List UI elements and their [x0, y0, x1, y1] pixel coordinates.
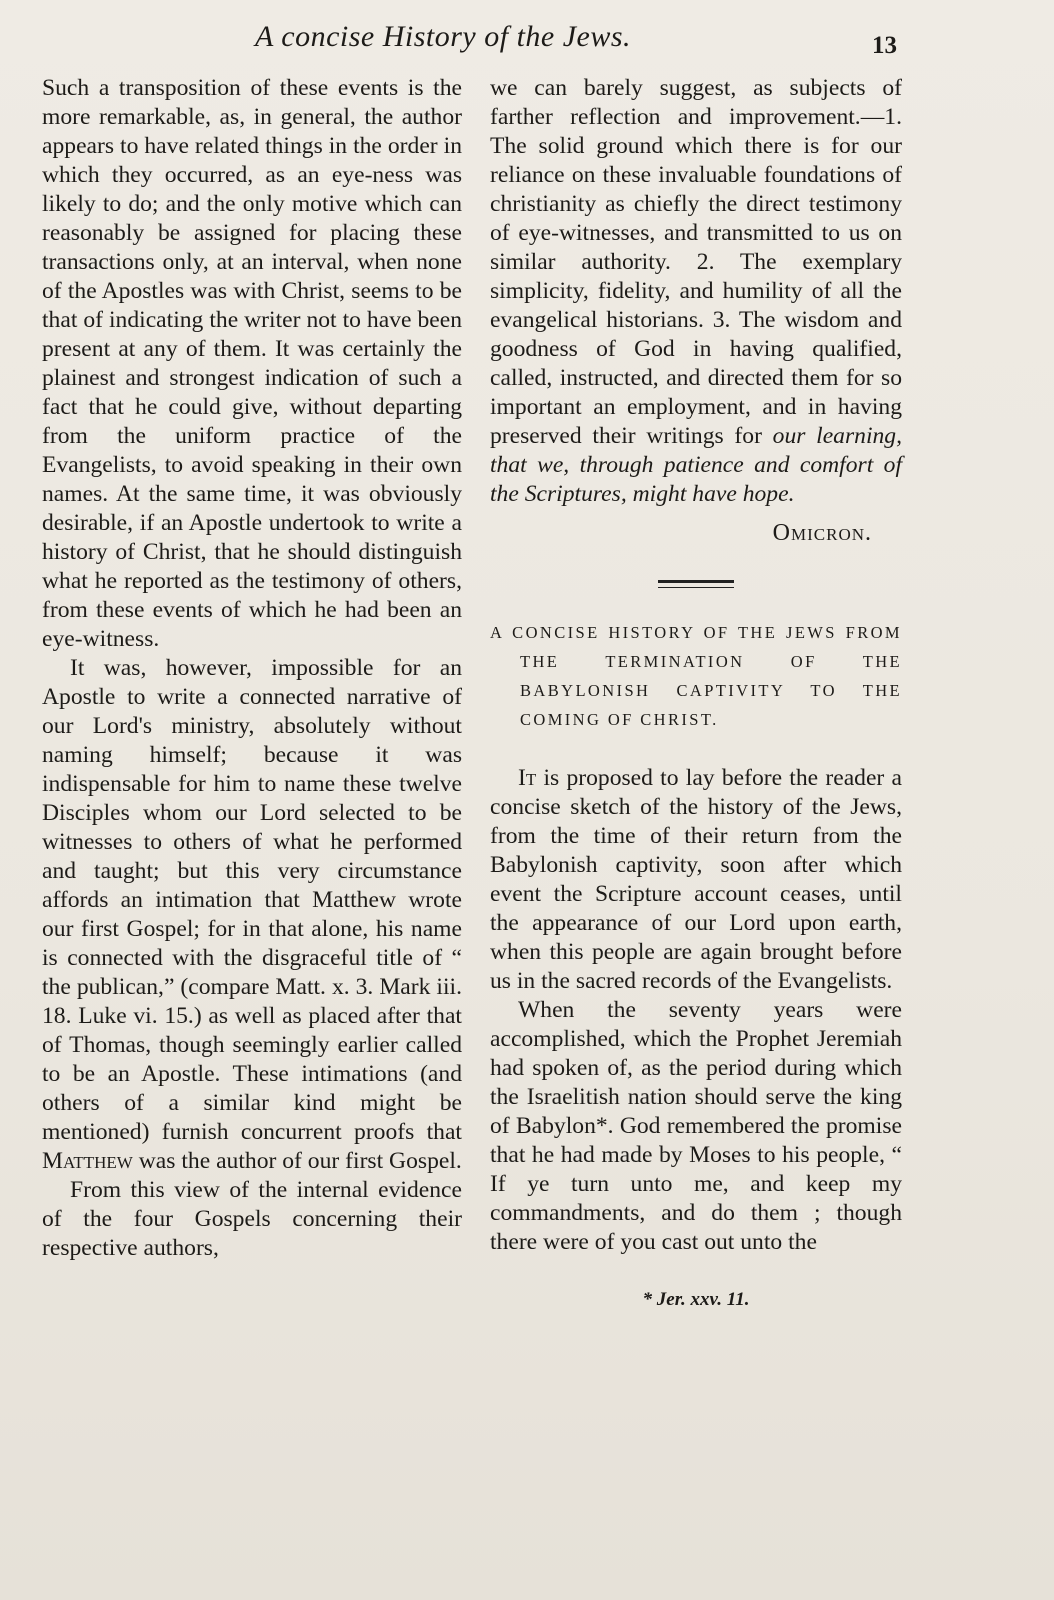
- paragraph-proposal: [490, 764, 902, 996]
- author-signature: Omicron.: [772, 520, 872, 546]
- paragraph-continuation: Such a transposition of these events is the more remarkable, as, in general, the author appears to have related things in the order in which they occurred, as an eye-ness was likely to do; and the only motive which can reasonably be assigned for placing these transactions only, at an interval, when none of the Apostles was with Christ, seems to be that of indicating the writer not to have been present at any of them. It was certainly the plainest and strongest indication of such a fact that he could give, without departing from the uniform practice of the Evangelists, to avoid speaking in their own names. At the same time, it was obviously desirable, if an Apostle undertook to write a history of Christ, that he should distinguish what he reported as the testimony of others, from these events of which he had been an eye-witness.: [42, 75, 462, 652]
- divider-rule: [658, 580, 734, 583]
- left-column: [42, 74, 462, 1263]
- paragraph-seventy-years: When the seventy years were accomplished, which the Prophet Jeremiah had spoken of, as the period during which the Israelitish nation should serve the king of Babylon*. God remembered the promise that he had made by Moses to his people, “ If ye turn unto me, and keep my commandments, and do them ; though there were of you cast out unto the: [490, 996, 902, 1255]
- scripture-quotation: our learning, that we, through patience and comfort of the Scriptures, might have hope.: [490, 423, 902, 507]
- paragraph-text: is proposed to lay before the reader a concise sketch of the history of the Jews, from the time of their return from the Babylonish captivity, soon after which event the Scripture account ceases, until the appearance of our Lord upon earth, when this people are again brought before us in the sacred records of the Evangelists.: [490, 764, 902, 994]
- paragraph-internal-evidence: From this view of the internal evidence of the four Gospels concerning their respective authors,: [42, 1177, 462, 1261]
- paragraph-text: It was, however, impossible for an Apostle to write a connected narrative of our Lord's ministry, absolutely without naming himself; because it was indispensable for him to name these twelve Disciples whom our Lord selected to be witnesses to others of what he performed and taught; but this very circumstance affords an intimation that Matthew wrote our first Gospel; for in that alone, his name is connected with the disgraceful title of “ the publican,” (compare Matt. x. 3. Mark iii. 18. Luke vi. 15.) as well as placed after that of Thomas, though seemingly earlier called to be an Apostle. These intimations (and others of a similar kind might be mentioned) furnish concurrent proofs that: [42, 655, 462, 1145]
- matthew-name: Matthew: [42, 1148, 133, 1174]
- divider-rule: [658, 587, 734, 588]
- running-title: A concise History of the Jews.: [255, 20, 632, 53]
- article-heading: A CONCISE HISTORY OF THE JEWS FROM THE TERMINATION OF THE BABYLONISH CAPTIVITY TO THE COMING OF CHRIST.: [490, 622, 902, 729]
- section-divider: [658, 580, 734, 588]
- paragraph-reflection: [490, 74, 902, 509]
- running-head: [0, 20, 1054, 60]
- paragraph-text: was the author of our first Gospel.: [138, 1148, 462, 1174]
- right-column: [490, 74, 902, 1314]
- footnote: * Jer. xxv. 11.: [642, 1288, 750, 1310]
- page-number: 13: [872, 32, 897, 59]
- paragraph-matthew-naming: [42, 654, 462, 1176]
- lead-word: It: [518, 764, 537, 791]
- paragraph-text: we can barely suggest, as subjects of farther reflection and improvement.—1. The solid ground which there is for our reliance on these invaluable foundations of christianity as chiefly the direct testimony of eye-witnesses, and transmitted to us on similar authority. 2. The exemplary simplicity, fidelity, and humility of all the evangelical historians. 3. The wisdom and goodness of God in having qualified, called, instructed, and directed them for so important an employment, and in having preserved their writings for: [490, 75, 902, 449]
